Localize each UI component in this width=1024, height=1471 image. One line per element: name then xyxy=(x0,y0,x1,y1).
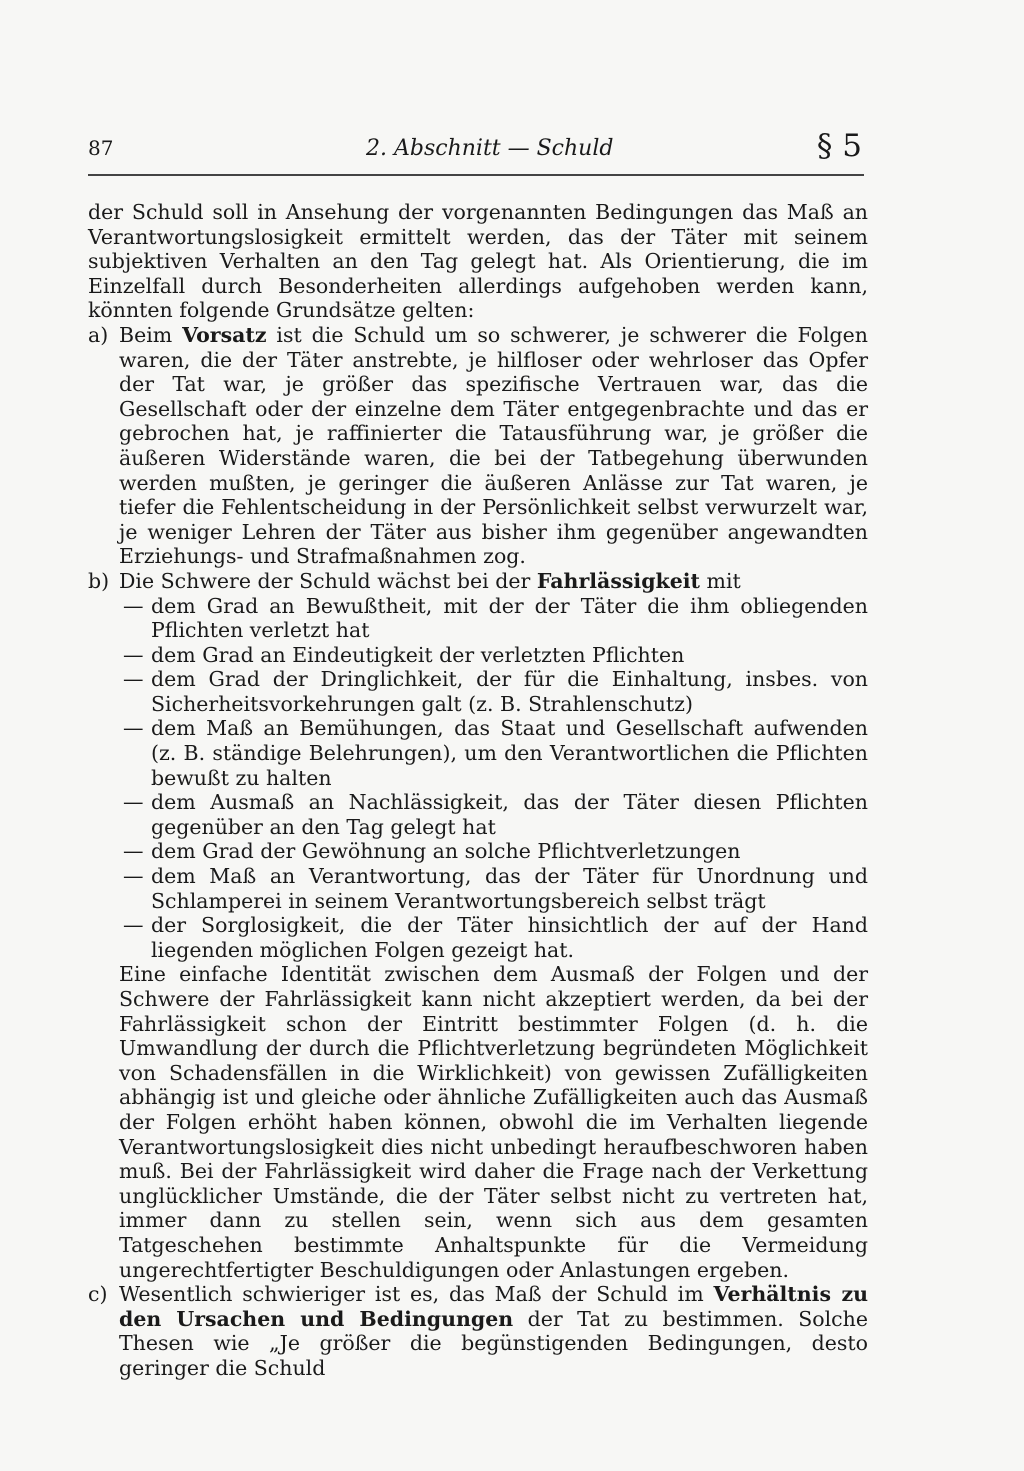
dash-item xyxy=(88,864,868,913)
list-item-a xyxy=(88,323,868,569)
term-vorsatz: Vorsatz xyxy=(182,322,267,347)
term-fahrlaessigkeit: Fahrlässigkeit xyxy=(536,568,701,593)
dash-text: dem Grad der Dringlichkeit, der für die Einhaltung, insbes. von Sicherheitsvorkehrungen galt (z. B. Strahlenschutz) xyxy=(151,667,868,716)
item-text-tail: mit xyxy=(700,568,741,593)
item-text-lead: Wesentlich schwieriger ist es, das Maß der Schuld im xyxy=(119,1282,714,1307)
dash-marker: — xyxy=(123,716,144,741)
chapter-title: 2. Abschnitt — Schuld xyxy=(366,136,614,161)
dash-marker: — xyxy=(123,642,144,667)
dash-text: dem Maß an Bemühungen, das Staat und Gesellschaft aufwenden (z. B. ständige Belehrungen), um den Verantwortlichen die Pflichten bewußt zu halten xyxy=(151,716,868,790)
dash-item xyxy=(88,643,868,668)
item-text: ist die Schuld um so schwerer, je schwerer die Folgen waren, die der Täter anstrebte, je hilfloser oder wehrloser das Opfer der Tat war, je größer das spezifische Vertrauen war, das die Gesellschaft oder der einzelne dem Täter entgegenbrachte und das er gebrochen hat, je raffinierter die Tatausführung war, je größer die äußeren Widerstände waren, die bei der Tatbegehung überwunden werden mußten, je geringer die äußeren Anlässe zur Tat waren, je tiefer die Fehlentscheidung in der Persönlichkeit selbst verwurzelt war, je weniger Lehren der Täter aus bisher ihm gegenüber angewandten Erziehungs- und Strafmaßnahmen zog. xyxy=(119,322,868,569)
dash-item xyxy=(88,839,868,864)
dash-marker: — xyxy=(123,790,144,815)
dash-marker: — xyxy=(123,593,144,618)
dash-item xyxy=(88,790,868,839)
page-number: 87 xyxy=(88,136,114,160)
section-mark: § 5 xyxy=(816,128,862,164)
list-item-c xyxy=(88,1282,868,1380)
running-header xyxy=(88,128,864,176)
dash-text: dem Maß an Verantwortung, das der Täter für Unordnung und Schlamperei in seinem Verantwortungsbereich selbst trägt xyxy=(151,864,868,913)
dash-item xyxy=(88,667,868,716)
list-item-b xyxy=(88,569,868,594)
dash-item xyxy=(88,716,868,790)
dash-marker: — xyxy=(123,913,144,938)
term-ursachen: Verhältnis zu den Ursachen und Bedingungen xyxy=(119,1282,868,1331)
dash-text: dem Grad der Gewöhnung an solche Pflichtverletzungen xyxy=(151,839,741,864)
item-text-lead: Beim xyxy=(119,322,183,347)
item-text-lead: Die Schwere der Schuld wächst bei der xyxy=(119,568,537,593)
item-text: der Tat zu bestimmen. Solche Thesen wie „Je größer die begünstigenden Bedingungen, desto geringer die Schuld xyxy=(119,1306,868,1380)
dash-item xyxy=(88,594,868,643)
dash-text: dem Grad an Eindeutigkeit der verletzten Pflichten xyxy=(151,642,685,667)
dash-text: dem Ausmaß an Nachlässigkeit, das der Täter diesen Pflichten gegenüber an den Tag gelegt hat xyxy=(151,790,868,839)
item-label: a) xyxy=(88,322,109,347)
dash-marker: — xyxy=(123,667,144,692)
item-label: b) xyxy=(88,568,110,593)
item-label: c) xyxy=(88,1282,108,1307)
dash-item xyxy=(88,913,868,962)
page-body xyxy=(88,200,868,1381)
intro-paragraph: der Schuld soll in Ansehung der vorgenannten Bedingungen das Maß an Verantwortungslosigkeit ermittelt werden, das der Täter mit seinem subjektiven Verhalten an den Tag gelegt hat. Als Orientierung, die im Einzelfall durch Besonderheiten allerdings aufgehoben werden kann, könnten folgende Grundsätze gelten: xyxy=(88,200,868,323)
dash-text: dem Grad an Bewußtheit, mit der der Täter die ihm obliegenden Pflichten verletzt hat xyxy=(151,593,868,643)
dash-marker: — xyxy=(123,839,144,864)
dash-text: der Sorglosigkeit, die der Täter hinsichtlich der auf der Hand liegenden möglichen Folgen gezeigt hat. xyxy=(151,913,868,962)
dash-marker: — xyxy=(123,864,144,889)
item-b-continuation: Eine einfache Identität zwischen dem Ausmaß der Folgen und der Schwere der Fahrlässigkeit kann nicht akzeptiert werden, da bei der Fahrlässigkeit schon der Eintritt bestimmter Folgen (d. h. die Umwandlung der durch die Pflichtverletzung begründeten Möglichkeit von Schadensfällen in die Wirklichkeit) von gewissen Zufälligkeiten abhängig ist und gleiche oder ähnliche Zufälligkeiten auch das Ausmaß der Folgen erhöht haben können, obwohl die im Verhalten liegende Verantwortungslosigkeit dies nicht unbedingt heraufbeschworen haben muß. Bei der Fahrlässigkeit wird daher die Frage nach der Verkettung unglücklicher Umstände, die der Täter selbst nicht zu vertreten hat, immer dann zu stellen sein, wenn sich aus dem gesamten Tatgeschehen bestimmte Anhaltspunkte für die Vermeidung ungerechtfertigter Beschuldigungen oder Anlastungen ergeben. xyxy=(119,962,868,1282)
